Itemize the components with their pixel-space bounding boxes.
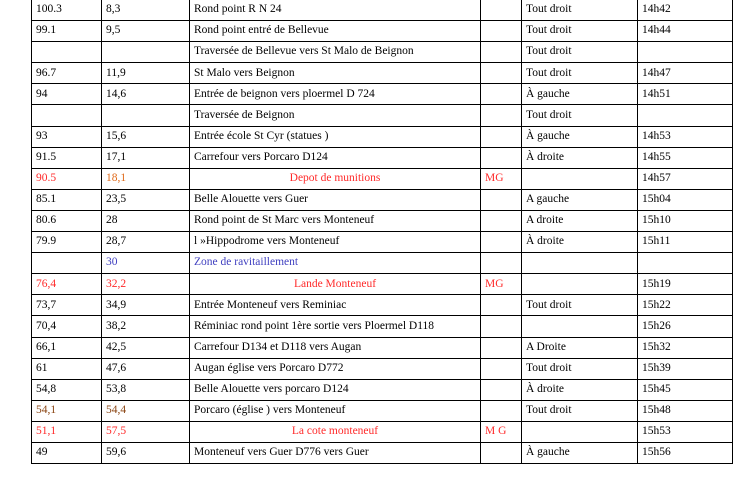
km-remaining-cell: 76,4: [32, 274, 102, 295]
note-cell: [481, 42, 522, 63]
table-row: [32, 232, 733, 253]
km-remaining-cell: 100.3: [32, 0, 102, 21]
route-cell: La cote monteneuf: [190, 421, 481, 442]
table-row: [32, 189, 733, 210]
direction-cell: Tout droit: [522, 358, 638, 379]
direction-cell: Tout droit: [522, 0, 638, 21]
table-row: [32, 168, 733, 189]
route-cell: Rond point de St Marc vers Monteneuf: [190, 210, 481, 231]
route-cell: Belle Alouette vers Guer: [190, 189, 481, 210]
table-row: [32, 105, 733, 126]
time-cell: [638, 253, 733, 274]
km-cell: 54,4: [102, 400, 190, 421]
km-cell: 59,6: [102, 442, 190, 463]
direction-cell: [522, 316, 638, 337]
km-remaining-cell: 66,1: [32, 337, 102, 358]
route-cell: Lande Monteneuf: [190, 274, 481, 295]
time-cell: 15h39: [638, 358, 733, 379]
direction-cell: À gauche: [522, 442, 638, 463]
time-cell: [638, 105, 733, 126]
direction-cell: Tout droit: [522, 105, 638, 126]
note-cell: [481, 63, 522, 84]
km-remaining-cell: 93: [32, 126, 102, 147]
direction-cell: [522, 421, 638, 442]
note-cell: [481, 232, 522, 253]
time-cell: 15h22: [638, 295, 733, 316]
note-cell: M G: [481, 421, 522, 442]
km-remaining-cell: 70,4: [32, 316, 102, 337]
direction-cell: A Droite: [522, 337, 638, 358]
direction-cell: [522, 253, 638, 274]
km-remaining-cell: 91.5: [32, 147, 102, 168]
route-cell: Carrefour D134 et D118 vers Augan: [190, 337, 481, 358]
table-row: [32, 21, 733, 42]
route-cell: Zone de ravitaillement: [190, 253, 481, 274]
km-remaining-cell: [32, 42, 102, 63]
route-cell: Entrée Monteneuf vers Reminiac: [190, 295, 481, 316]
route-cell: Rond point entré de Bellevue: [190, 21, 481, 42]
km-remaining-cell: 90.5: [32, 168, 102, 189]
km-cell: 14,6: [102, 84, 190, 105]
route-cell: Carrefour vers Porcaro D124: [190, 147, 481, 168]
table-row: [32, 42, 733, 63]
time-cell: 14h53: [638, 126, 733, 147]
time-cell: 15h32: [638, 337, 733, 358]
km-remaining-cell: 49: [32, 442, 102, 463]
route-cell: Réminiac rond point 1ère sortie vers Ploermel D118: [190, 316, 481, 337]
note-cell: [481, 442, 522, 463]
km-remaining-cell: 80.6: [32, 210, 102, 231]
route-cell: l »Hippodrome vers Monteneuf: [190, 232, 481, 253]
table-row: [32, 126, 733, 147]
time-cell: 15h56: [638, 442, 733, 463]
note-cell: [481, 295, 522, 316]
km-cell: 8,3: [102, 0, 190, 21]
km-cell: 23,5: [102, 189, 190, 210]
table-row: [32, 316, 733, 337]
time-cell: 15h10: [638, 210, 733, 231]
route-cell: Belle Alouette vers porcaro D124: [190, 379, 481, 400]
km-cell: 34,9: [102, 295, 190, 316]
km-cell: 42,5: [102, 337, 190, 358]
direction-cell: Tout droit: [522, 63, 638, 84]
time-cell: [638, 42, 733, 63]
note-cell: [481, 189, 522, 210]
note-cell: [481, 147, 522, 168]
route-cell: Traversée de Bellevue vers St Malo de Beignon: [190, 42, 481, 63]
time-cell: 15h53: [638, 421, 733, 442]
km-remaining-cell: 96.7: [32, 63, 102, 84]
km-cell: [102, 42, 190, 63]
table-row: [32, 63, 733, 84]
table-row: [32, 253, 733, 274]
time-cell: 15h04: [638, 189, 733, 210]
km-cell: 38,2: [102, 316, 190, 337]
km-cell: 28: [102, 210, 190, 231]
route-cell: Monteneuf vers Guer D776 vers Guer: [190, 442, 481, 463]
route-cell: Entrée école St Cyr (statues ): [190, 126, 481, 147]
km-cell: 17,1: [102, 147, 190, 168]
km-cell: 9,5: [102, 21, 190, 42]
note-cell: [481, 400, 522, 421]
direction-cell: [522, 274, 638, 295]
note-cell: [481, 253, 522, 274]
direction-cell: Tout droit: [522, 21, 638, 42]
time-cell: 14h42: [638, 0, 733, 21]
note-cell: [481, 379, 522, 400]
note-cell: MG: [481, 168, 522, 189]
route-cell: Entrée de beignon vers ploermel D 724: [190, 84, 481, 105]
km-remaining-cell: [32, 253, 102, 274]
note-cell: [481, 0, 522, 21]
time-cell: 15h11: [638, 232, 733, 253]
km-remaining-cell: [32, 105, 102, 126]
km-cell: 47,6: [102, 358, 190, 379]
km-remaining-cell: 54,8: [32, 379, 102, 400]
note-cell: [481, 126, 522, 147]
km-remaining-cell: 73,7: [32, 295, 102, 316]
table-row: [32, 379, 733, 400]
direction-cell: À gauche: [522, 126, 638, 147]
time-cell: 14h51: [638, 84, 733, 105]
km-cell: 11,9: [102, 63, 190, 84]
table-row: [32, 210, 733, 231]
roadbook-body: [32, 0, 733, 464]
note-cell: [481, 210, 522, 231]
note-cell: MG: [481, 274, 522, 295]
table-row: [32, 337, 733, 358]
route-cell: Augan église vers Porcaro D772: [190, 358, 481, 379]
table-row: [32, 84, 733, 105]
table-row: [32, 442, 733, 463]
table-row: [32, 421, 733, 442]
km-remaining-cell: 79.9: [32, 232, 102, 253]
km-cell: 32,2: [102, 274, 190, 295]
note-cell: [481, 84, 522, 105]
time-cell: 14h55: [638, 147, 733, 168]
direction-cell: Tout droit: [522, 42, 638, 63]
direction-cell: Tout droit: [522, 295, 638, 316]
time-cell: 14h57: [638, 168, 733, 189]
table-row: [32, 400, 733, 421]
note-cell: [481, 21, 522, 42]
direction-cell: À droite: [522, 379, 638, 400]
km-cell: 30: [102, 253, 190, 274]
time-cell: 15h19: [638, 274, 733, 295]
direction-cell: À droite: [522, 147, 638, 168]
note-cell: [481, 105, 522, 126]
km-remaining-cell: 54,1: [32, 400, 102, 421]
route-cell: Depot de munitions: [190, 168, 481, 189]
km-remaining-cell: 94: [32, 84, 102, 105]
km-cell: 57,5: [102, 421, 190, 442]
direction-cell: A droite: [522, 210, 638, 231]
table-row: [32, 358, 733, 379]
route-cell: Traversée de Beignon: [190, 105, 481, 126]
direction-cell: Tout droit: [522, 400, 638, 421]
time-cell: 15h48: [638, 400, 733, 421]
km-remaining-cell: 99.1: [32, 21, 102, 42]
km-cell: 18,1: [102, 168, 190, 189]
km-cell: 15,6: [102, 126, 190, 147]
km-remaining-cell: 85.1: [32, 189, 102, 210]
km-cell: 53,8: [102, 379, 190, 400]
table-row: [32, 295, 733, 316]
table-row: [32, 0, 733, 21]
time-cell: 15h26: [638, 316, 733, 337]
time-cell: 15h45: [638, 379, 733, 400]
km-remaining-cell: 51,1: [32, 421, 102, 442]
table-row: [32, 274, 733, 295]
direction-cell: [522, 168, 638, 189]
note-cell: [481, 316, 522, 337]
route-cell: Porcaro (église ) vers Monteneuf: [190, 400, 481, 421]
table-row: [32, 147, 733, 168]
time-cell: 14h47: [638, 63, 733, 84]
direction-cell: À gauche: [522, 84, 638, 105]
direction-cell: À droite: [522, 232, 638, 253]
km-cell: [102, 105, 190, 126]
time-cell: 14h44: [638, 21, 733, 42]
km-cell: 28,7: [102, 232, 190, 253]
km-remaining-cell: 61: [32, 358, 102, 379]
route-cell: St Malo vers Beignon: [190, 63, 481, 84]
roadbook-table: [31, 0, 733, 464]
note-cell: [481, 337, 522, 358]
direction-cell: A gauche: [522, 189, 638, 210]
note-cell: [481, 358, 522, 379]
route-cell: Rond point R N 24: [190, 0, 481, 21]
